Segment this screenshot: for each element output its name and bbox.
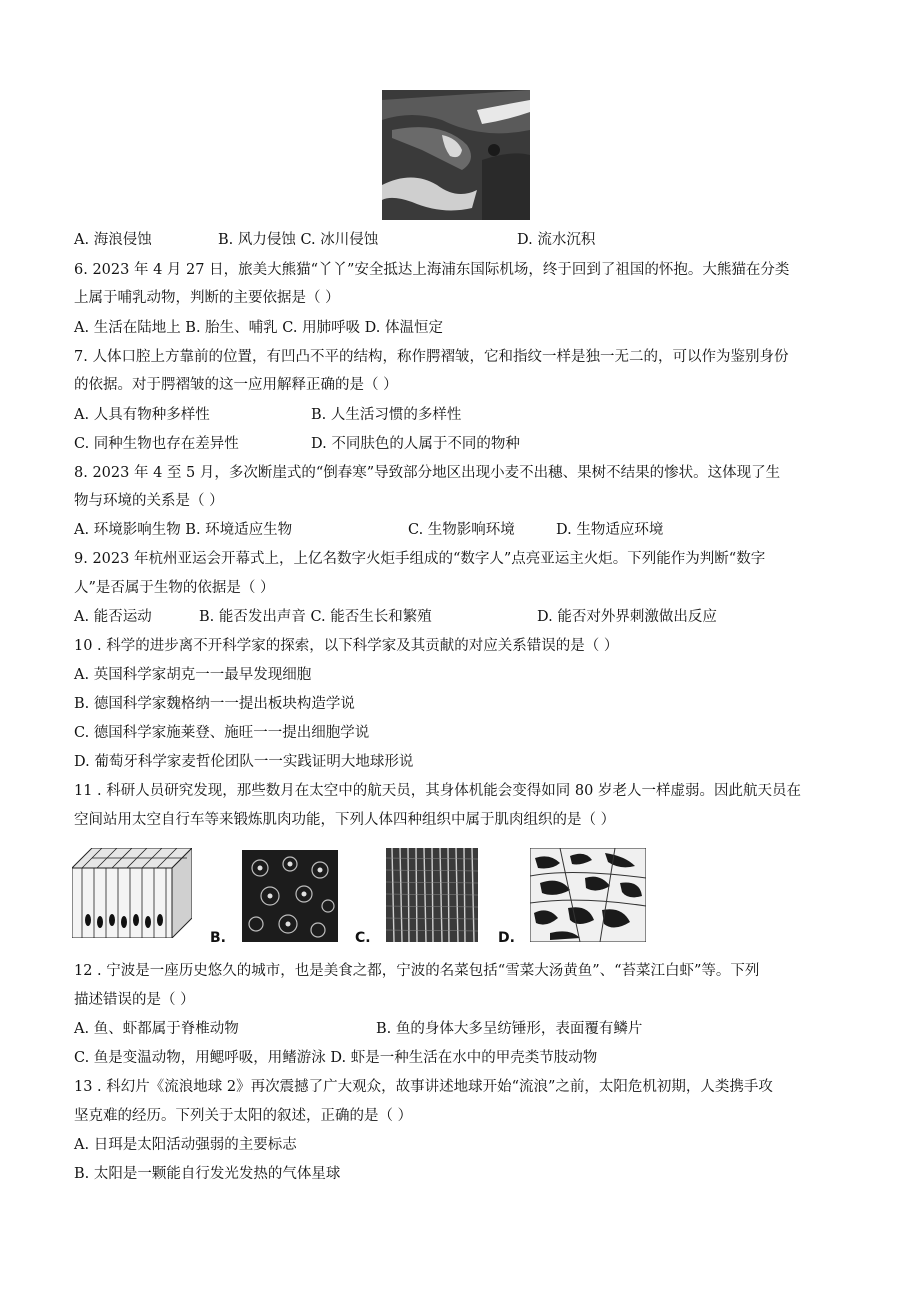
q12-stem-line2: 描述错误的是（ ） [74, 992, 195, 1008]
q6-stem-line2: 上属于哺乳动物，判断的主要依据是（ ） [74, 290, 340, 306]
tissue-c-graphic [386, 848, 478, 942]
q10-option-b: B. 德国科学家魏格纳一一提出板块构造学说 [74, 696, 355, 712]
q9-option-bc: B. 能否发出声音 C. 能否生长和繁殖 [199, 609, 432, 625]
q8-option-d: D. 生物适应环境 [556, 522, 664, 538]
q7-stem-line1: 7. 人体口腔上方靠前的位置，有凹凸不平的结构，称作腭褶皱，它和指纹一样是独一无二的，可以作为鉴别身份 [74, 349, 789, 365]
tissue-image-a [72, 848, 192, 938]
q8-option-c: C. 生物影响环境 [408, 522, 515, 538]
tissue-image-b [242, 850, 338, 942]
q9-stem-line1: 9. 2023 年杭州亚运会开幕式上，上亿名数字火炬手组成的“数字人”点亮亚运主火炬。下列能作为判断“数字 [74, 551, 766, 567]
q5-option-d: D. 流水沉积 [517, 232, 596, 248]
q7-option-d: D. 不同肤色的人属于不同的物种 [311, 436, 520, 452]
tissue-image-c [386, 848, 478, 942]
q5-option-a: A. 海浪侵蚀 [74, 232, 152, 248]
q7-option-a: A. 人具有物种多样性 [74, 407, 210, 423]
q12-option-a: A. 鱼、虾都属于脊椎动物 [74, 1021, 239, 1037]
landform-photo [382, 90, 530, 220]
q12-stem-line1: 12 . 宁波是一座历史悠久的城市，也是美食之都，宁波的名菜包括“雪菜大汤黄鱼”、“苔菜江白虾”等。下列 [74, 963, 760, 979]
q10-stem: 10 . 科学的进步离不开科学家的探索，以下科学家及其贡献的对应关系错误的是（ ） [74, 638, 619, 654]
q11-stem-line1: 11 . 科研人员研究发现，那些数月在太空中的航天员，其身体机能会变得如同 80 岁老人一样虚弱。因此航天员在 [74, 783, 801, 799]
q6-options: A. 生活在陆地上 B. 胎生、哺乳 C. 用肺呼吸 D. 体温恒定 [74, 320, 444, 336]
q7-stem-line2: 的依据。对于腭褶皱的这一应用解释正确的是（ ） [74, 377, 398, 393]
q5-option-bc: B. 风力侵蚀 C. 冰川侵蚀 [218, 232, 379, 248]
q10-option-c: C. 德国科学家施莱登、施旺一一提出细胞学说 [74, 725, 370, 741]
tissue-label-d: D. [498, 930, 515, 946]
tissue-b-graphic [242, 850, 338, 942]
q8-option-ab: A. 环境影响生物 B. 环境适应生物 [74, 522, 293, 538]
q10-option-a: A. 英国科学家胡克一一最早发现细胞 [74, 667, 312, 683]
tissue-label-c: C. [355, 930, 371, 946]
q11-stem-line2: 空间站用太空自行车等来锻炼肌肉功能，下列人体四种组织中属于肌肉组织的是（ ） [74, 812, 616, 828]
tissue-label-b: B. [210, 930, 226, 946]
q13-stem-line1: 13 . 科幻片《流浪地球 2》再次震撼了广大观众，故事讲述地球开始“流浪”之前，太阳危机初期，人类携手攻 [74, 1079, 773, 1095]
q10-option-d: D. 葡萄牙科学家麦哲伦团队一一实践证明大地球形说 [74, 754, 414, 770]
q12-option-cd: C. 鱼是变温动物，用鳃呼吸，用鳍游泳 D. 虾是一种生活在水中的甲壳类节肢动物 [74, 1050, 598, 1066]
tissue-d-graphic [530, 848, 646, 942]
q8-stem-line1: 8. 2023 年 4 至 5 月，多次断崖式的“倒春寒”导致部分地区出现小麦不出穗、果树不结果的惨状。这体现了生 [74, 465, 781, 481]
q8-stem-line2: 物与环境的关系是（ ） [74, 493, 224, 509]
q9-option-a: A. 能否运动 [74, 609, 152, 625]
q12-option-b: B. 鱼的身体大多呈纺锤形，表面覆有鳞片 [376, 1021, 643, 1037]
tissue-a-graphic [72, 848, 192, 938]
tissue-image-d [530, 848, 646, 942]
q6-stem-line1: 6. 2023 年 4 月 27 日，旅美大熊猫“丫丫”安全抵达上海浦东国际机场，终于回到了祖国的怀抱。大熊猫在分类 [74, 262, 790, 278]
q9-option-d: D. 能否对外界刺激做出反应 [537, 609, 717, 625]
q7-option-c: C. 同种生物也存在差异性 [74, 436, 239, 452]
landform-photo-graphic [382, 90, 530, 220]
q7-option-b: B. 人生活习惯的多样性 [311, 407, 462, 423]
q13-option-b: B. 太阳是一颗能自行发光发热的气体星球 [74, 1166, 341, 1182]
q9-stem-line2: 人”是否属于生物的依据是（ ） [74, 580, 275, 596]
q13-stem-line2: 坚克难的经历。下列关于太阳的叙述，正确的是（ ） [74, 1108, 413, 1124]
q13-option-a: A. 日珥是太阳活动强弱的主要标志 [74, 1137, 297, 1153]
